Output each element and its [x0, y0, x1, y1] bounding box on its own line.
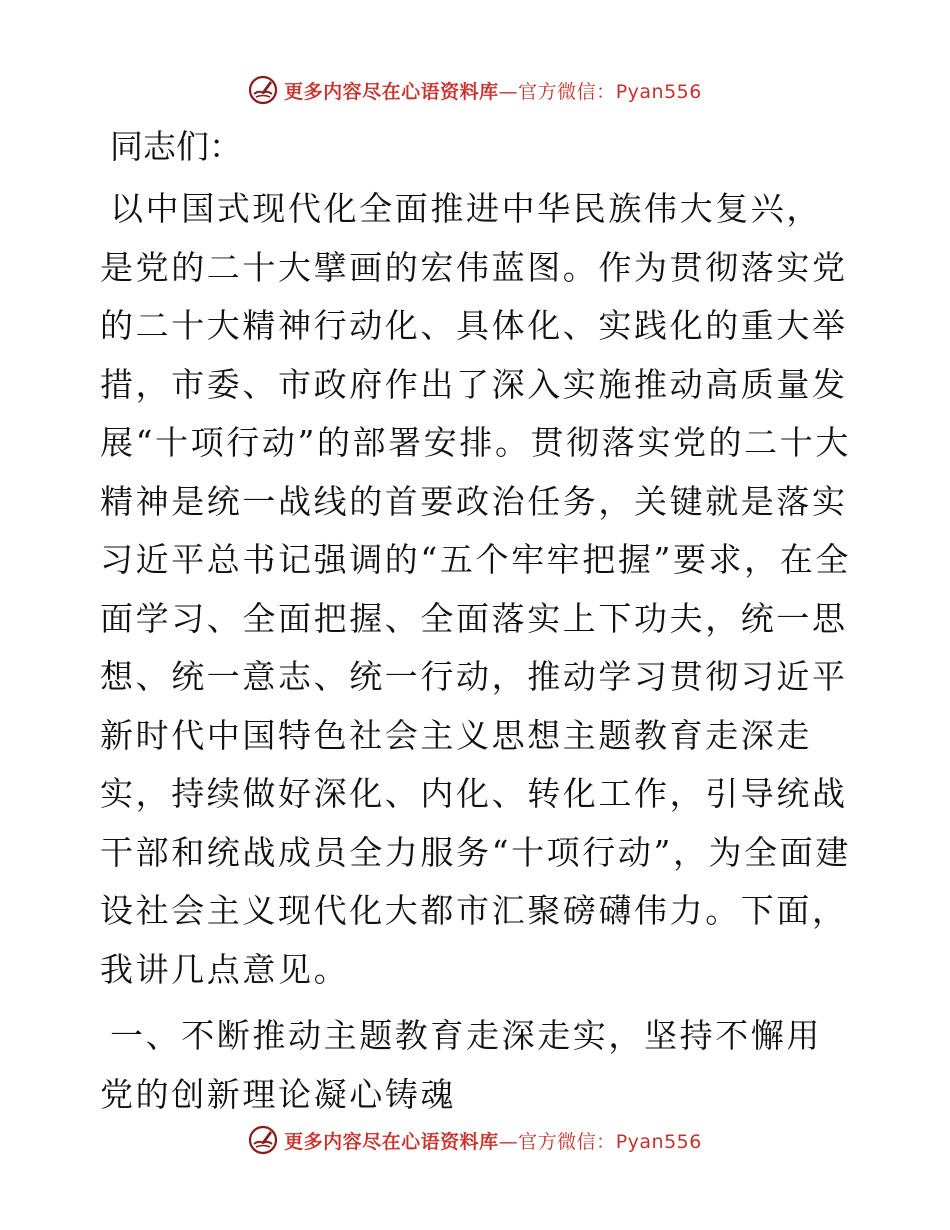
paragraph-1: 以中国式现代化全面推进中华民族伟大复兴，是党的二十大擘画的宏伟蓝图。作为贯彻落实党的二十大精神行动化、具体化、实践化的重大举措，市委、市政府作出了深入实施推动高质量发展“十项行动”的部署安排。贯彻落实党的二十大精神是统一战线的首要政治任务，关键就是落实习近平总书记强调的“五个牢牢把握”要求，在全面学习、全面把握、全面落实上下功夫，统一思想、统一意志、统一行动，推动学习贯彻习近平新时代中国特色社会主义思想主题教育走深走实，持续做好深化、内化、转化工作，引导统战干部和统战成员全力服务“十项行动”，为全面建设社会主义现代化大都市汇聚磅礴伟力。下面，我讲几点意见。	[100, 189, 851, 989]
watermark-wechat-id: Pyan556	[615, 1130, 702, 1153]
watermark-wechat-label: 官方微信：	[518, 80, 616, 103]
watermark-text: 更多内容尽在心语资料库	[284, 80, 499, 103]
watermark-dash: —	[498, 1130, 519, 1153]
book-pen-logo-icon	[248, 1125, 278, 1155]
section-heading-1: 一、不断推动主题教育走深走实，坚持不懈用党的创新理论凝心铸魂	[100, 1016, 822, 1114]
watermark-wechat-label: 官方微信：	[518, 1130, 616, 1153]
document-body	[100, 118, 852, 1124]
watermark-dash: —	[498, 80, 519, 103]
watermark-footer	[0, 1120, 950, 1160]
salutation: 同志们：	[110, 127, 242, 166]
watermark-text: 更多内容尽在心语资料库	[284, 1130, 499, 1153]
watermark-wechat-id: Pyan556	[615, 80, 702, 103]
book-pen-logo-icon	[248, 75, 278, 105]
watermark-header	[0, 70, 950, 110]
